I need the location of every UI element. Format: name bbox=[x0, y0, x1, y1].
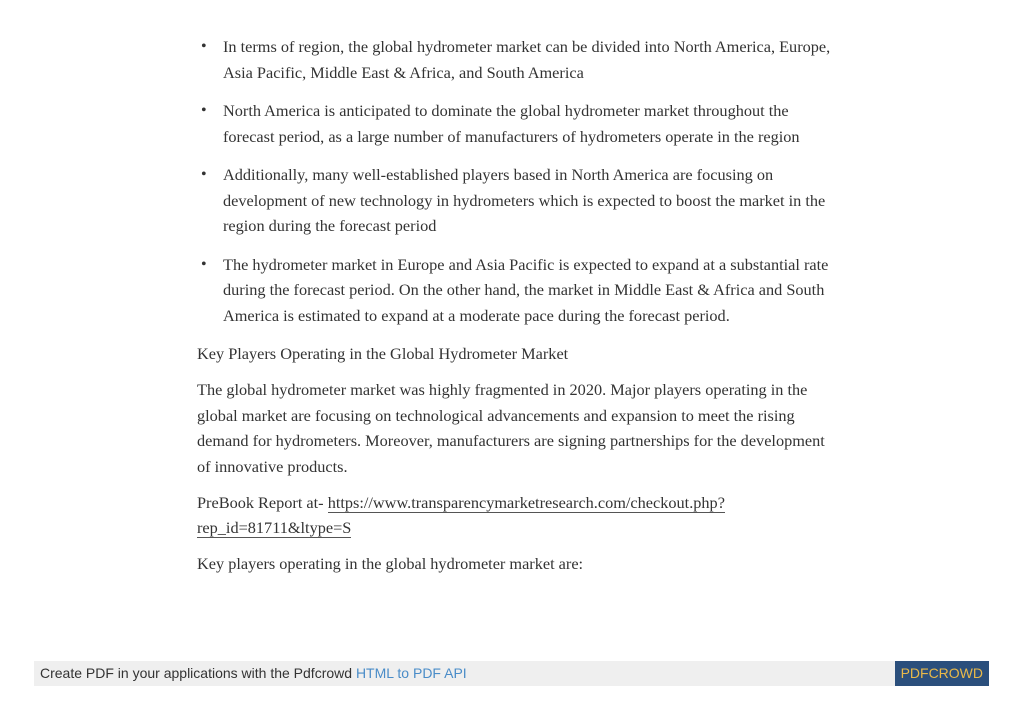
bullet-text: In terms of region, the global hydrometer market can be divided into North America, Europe, Asia Pacific, Middle East & Africa, and South America bbox=[223, 37, 831, 82]
bullet-text: North America is anticipated to dominate the global hydrometer market throughout the forecast period, as a large number of manufacturers of hydrometers operate in the region bbox=[223, 101, 800, 146]
prebook-link[interactable]: https://www.transparencymarketresearch.com/checkout.php?rep_id=81711&ltype=S bbox=[197, 492, 725, 537]
pdfcrowd-footer bbox=[34, 661, 989, 686]
section-heading: Key Players Operating in the Global Hydrometer Market bbox=[197, 344, 569, 363]
bullet-text: The hydrometer market in Europe and Asia Pacific is expected to expand at a substantial rate during the forecast period. On the other hand, the market in Middle East & Africa and South America is estimated to expand at a moderate pace during the forecast period. bbox=[223, 254, 829, 325]
footer-caption: Create PDF in your applications with the Pdfcrowd bbox=[40, 665, 353, 681]
list-item bbox=[197, 252, 837, 329]
bullet-icon: • bbox=[201, 102, 207, 119]
footer-api-link[interactable]: HTML to PDF API bbox=[355, 665, 467, 681]
market-paragraph: The global hydrometer market was highly fragmented in 2020. Major players operating in the global market are focusing on technological advancements and expansion to meet the rising demand for hydrometers. Moreover, manufacturers are signing partnerships for the development of innovative products. bbox=[197, 380, 825, 476]
region-bullet-list bbox=[197, 34, 837, 328]
list-item bbox=[197, 34, 837, 85]
document-body bbox=[197, 34, 837, 587]
bullet-icon: • bbox=[201, 255, 207, 273]
bullet-icon: • bbox=[201, 38, 207, 55]
footer-text bbox=[40, 661, 467, 686]
list-item bbox=[197, 98, 837, 149]
bullet-icon: • bbox=[201, 166, 207, 183]
prebook-label: PreBook Report at- bbox=[197, 492, 324, 512]
key-players-intro: Key players operating in the global hydrometer market are: bbox=[197, 554, 584, 573]
bullet-text: Additionally, many well-established players based in North America are focusing on development of new technology in hydrometers which is expected to boost the market in the region during the forecast period bbox=[223, 165, 826, 235]
list-item bbox=[197, 162, 837, 239]
prebook-line bbox=[197, 490, 837, 541]
pdfcrowd-logo-button[interactable]: PDFCROWD bbox=[895, 661, 989, 686]
